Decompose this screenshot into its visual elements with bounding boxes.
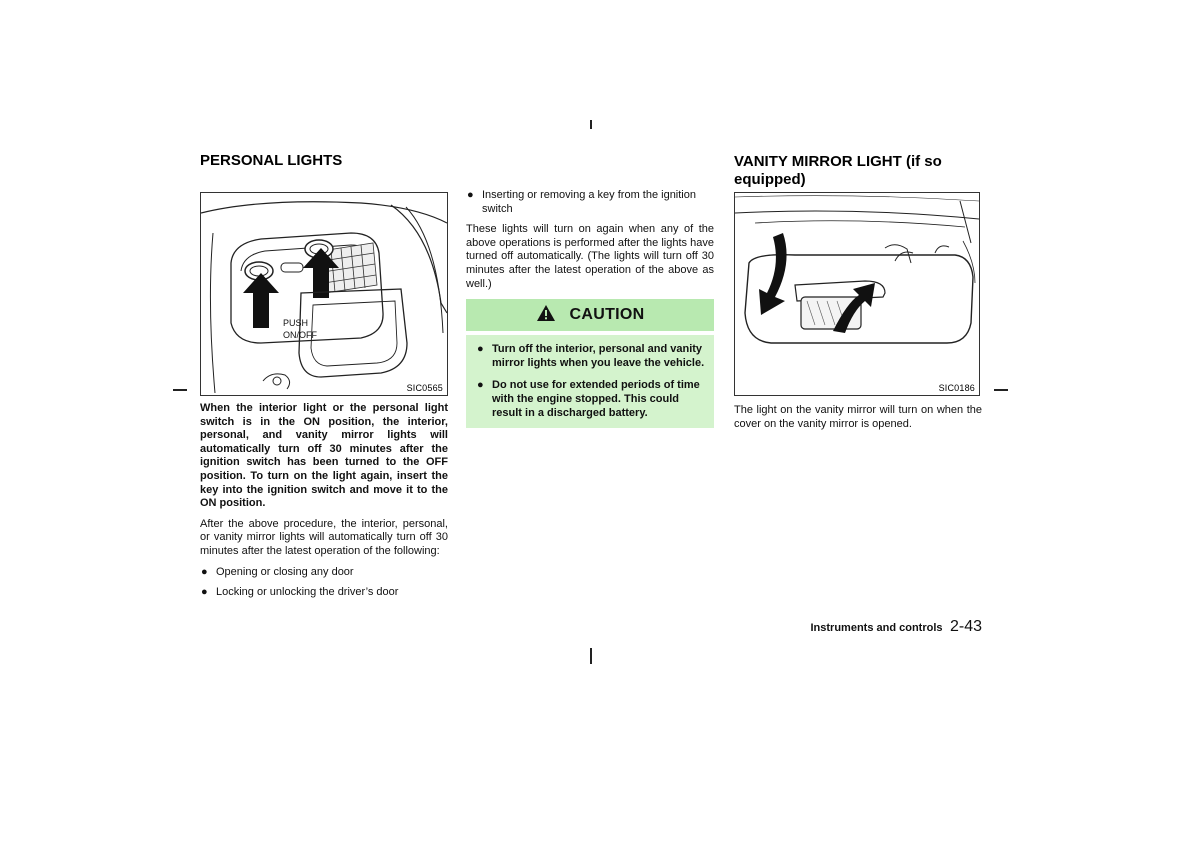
caution-header <box>466 299 714 331</box>
caution-item-text: Turn off the interior, personal and vanity mirror lights when you leave the vehicle. <box>492 343 705 369</box>
caution-item <box>476 379 706 420</box>
crop-mark-left <box>173 389 187 391</box>
push-on-off-label <box>283 317 317 341</box>
caution-item-text: Do not use for extended periods of time with the engine stopped. This could result in a discharged battery. <box>492 379 700 419</box>
caution-item <box>476 343 706 370</box>
bullet-lock-text: Locking or unlocking the driver’s door <box>216 586 399 599</box>
crop-mark-right <box>994 389 1008 391</box>
caution-box <box>466 299 714 428</box>
bullet-icon: ● <box>201 586 208 599</box>
push-label: PUSH <box>283 318 309 328</box>
bullet-icon: ● <box>477 379 484 392</box>
bullet-key <box>466 189 714 216</box>
vanity-mirror-paragraph: The light on the vanity mirror will turn on when the cover on the vanity mirror is opened. <box>734 404 982 430</box>
vanity-mirror-heading <box>734 153 982 189</box>
personal-lights-illustration <box>201 193 447 395</box>
figure-code-sic0186: SIC0186 <box>938 383 975 393</box>
caution-title: CAUTION <box>569 306 645 324</box>
vanity-mirror-heading-line1: VANITY MIRROR LIGHT (if so <box>734 153 942 170</box>
lights-turn-on-paragraph: These lights will turn on again when any of the above operations is performed after the lights have turned off automatically. (The lights will turn off 30 minutes after the latest operation of the above as well.) <box>466 223 714 290</box>
bullet-icon: ● <box>201 565 208 578</box>
personal-lights-figure <box>200 192 448 396</box>
on-off-label: ON/OFF <box>283 330 317 340</box>
bullet-key-text: Inserting or removing a key from the ignition switch <box>482 189 696 215</box>
page-number: 2-43 <box>949 618 982 635</box>
bullet-door <box>200 566 448 580</box>
right-column <box>734 153 982 431</box>
section-name: Instruments and controls <box>810 622 943 634</box>
crop-mark-top <box>590 120 592 129</box>
bullet-icon: ● <box>477 343 484 356</box>
vanity-mirror-illustration <box>735 193 979 395</box>
middle-column <box>466 189 714 428</box>
bullet-lock <box>200 586 448 600</box>
personal-lights-heading: PERSONAL LIGHTS <box>200 152 343 169</box>
after-procedure-paragraph: After the above procedure, the interior, personal, or vanity mirror lights will automatically turn off 30 minutes after the latest operation of the following: <box>200 517 448 557</box>
vanity-mirror-figure <box>734 192 980 396</box>
caution-body <box>466 335 714 428</box>
figure-code-sic0565: SIC0565 <box>406 383 443 393</box>
page-footer <box>790 618 982 636</box>
crop-mark-bottom <box>590 648 592 664</box>
bullet-door-text: Opening or closing any door <box>216 565 354 578</box>
warning-triangle-icon <box>536 304 556 327</box>
auto-off-bold-paragraph: When the interior light or the personal light switch is in the ON position, the interior, personal, and vanity mirror lights will automatically turn off 30 minutes after the ignition switch has been turned to the OFF position. To turn on the light again, insert the key into the ignition switch and move it to the ON position. <box>200 402 448 510</box>
vanity-mirror-heading-line2: equipped) <box>734 171 806 188</box>
left-column <box>200 152 448 600</box>
bullet-icon: ● <box>467 189 474 201</box>
